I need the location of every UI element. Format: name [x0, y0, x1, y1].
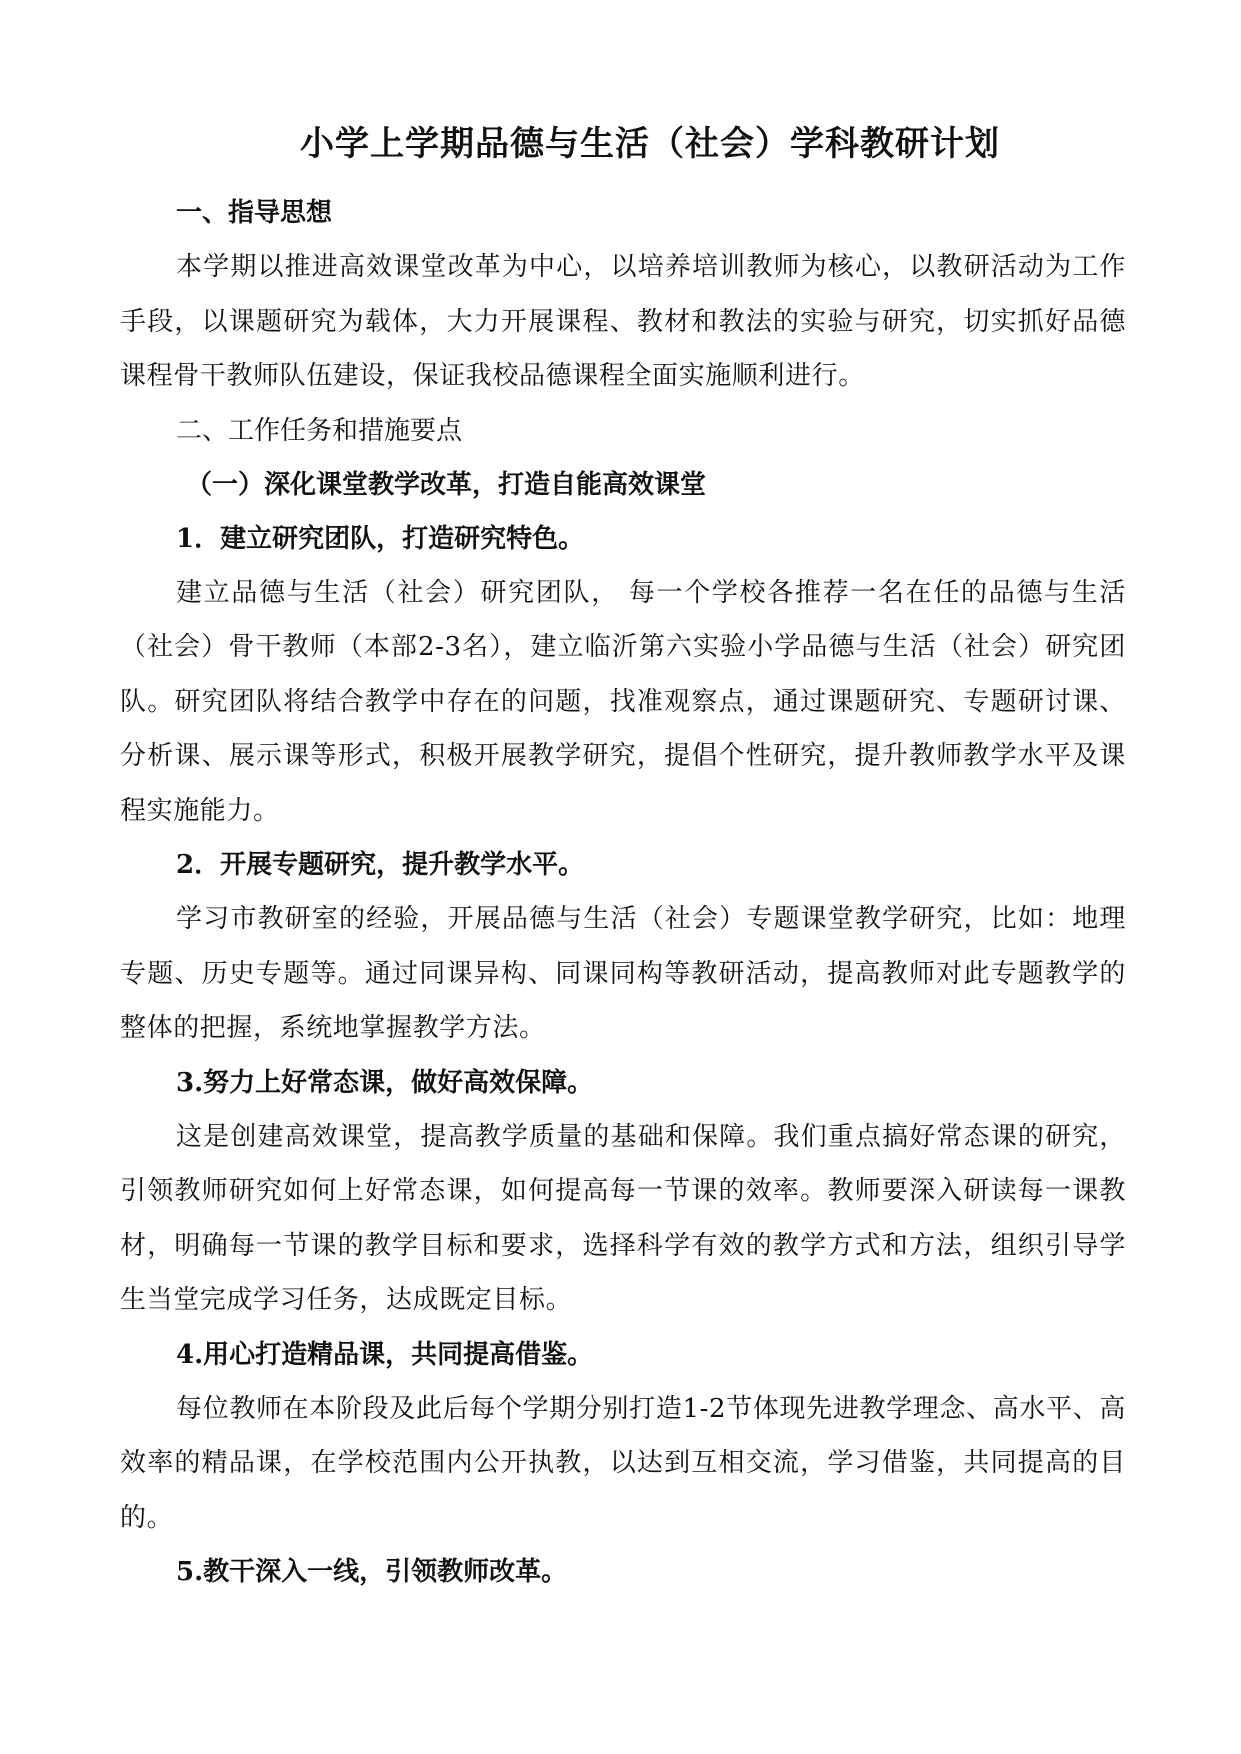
document-body: [120, 186, 1126, 1599]
paragraph-item-3: 这是创建高效课堂，提高教学质量的基础和保障。我们重点搞好常态课的研究，引领教师研究如何上好常态课，如何提高每一节课的效率。教师要深入研读每一课教材，明确每一节课的教学目标和要求，选择科学有效的教学方式和方法，组织引导学生当堂完成学习任务，达成既定目标。: [120, 1121, 1126, 1315]
item-heading-3: 3.努力上好常态课，做好高效保障。: [176, 1067, 594, 1098]
item-heading-4: 4.用心打造精品课，共同提高借鉴。: [176, 1339, 594, 1370]
section-heading-tasks: 二、工作任务和措施要点: [176, 415, 463, 446]
document-title: 小学上学期品德与生活（社会）学科教研计划: [300, 124, 1000, 164]
paragraph-item-1: 建立品德与生活（社会）研究团队， 每一个学校各推荐一名在任的品德与生活（社会）骨干教师（本部2-3名），建立临沂第六实验小学品德与生活（社会）研究团队。研究团队将结合教学中存在的问题，找准观察点，通过课题研究、专题研讨课、分析课、展示课等形式，积极开展教学研究，提倡个性研究，提升教师教学水平及课程实施能力。: [120, 577, 1126, 826]
item-heading-2: 2．开展专题研究，提升教学水平。: [176, 850, 585, 880]
item-heading-1: 1．建立研究团队，打造研究特色。: [176, 523, 585, 554]
paragraph-item-2: 学习市教研室的经验，开展品德与生活（社会）专题课堂教学研究，比如：地理专题、历史专题等。通过同课异构、同课同构等教研活动，提高教师对此专题教学的整体的把握，系统地掌握教学方法。: [120, 904, 1126, 1043]
item-heading-5: 5.教干深入一线，引领教师改革。: [176, 1557, 568, 1587]
section-heading-guiding-thought: 一、指导思想: [176, 198, 333, 228]
paragraph-guiding-thought: 本学期以推进高效课堂改革为中心，以培养培训教师为核心，以教研活动为工作手段，以课题研究为载体，大力开展课程、教材和教法的实验与研究，切实抓好品德课程骨干教师队伍建设，保证我校品德课程全面实施顺利进行。: [120, 252, 1126, 391]
subsection-heading-classroom-reform: （一）深化课堂教学改革，打造自能高效课堂: [186, 469, 707, 500]
paragraph-item-4: 每位教师在本阶段及此后每个学期分别打造1-2节体现先进教学理念、高水平、高效率的精品课，在学校范围内公开执教，以达到互相交流，学习借鉴，共同提高的目的。: [120, 1393, 1126, 1533]
